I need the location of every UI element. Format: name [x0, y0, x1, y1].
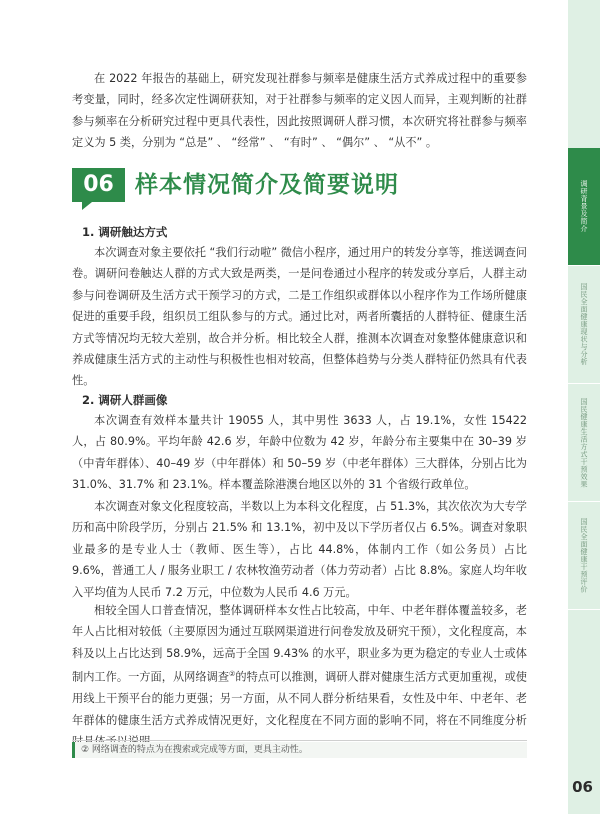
side-tab-label: 国民全面健康干预评价: [580, 518, 588, 593]
side-tab-intervention-effect[interactable]: [568, 384, 600, 502]
side-tab-evaluation[interactable]: [568, 502, 600, 610]
subsection-paragraph-reach: 本次调查对象主要依托 “我们行动啦” 微信小程序，通过用户的转发分享等，推送调查问卷。调研问卷触达人群的方式大致是两类，一是问卷通过小程序的转发或分享后，人群主动参与问卷调研及生活方式干预学习的方式，二是工作组织或群体以小程序作为工作场所健康促进的重要手段，组织员工组队参与的方式。通过比对，两者所囊括的人群特征、健康生活方式等情况均无较大差别，故合并分析。相比较全人群，推测本次调查对象整体健康意识和养成健康生活方式的主动性与积极性也相对较高，但整体趋势与分类人群特征仍然具有代表性。: [72, 246, 527, 388]
profile-paragraph-2: 本次调查对象文化程度较高，半数以上为本科文化程度，占 51.3%，其次依次为大专学历和高中阶段学历，分别占 21.5% 和 13.1%，初中及以下学历者仅占 6.5%。调查对象职业最多的是专业人士（教师、医生等），占比 44.8%，体制内工作（如公务员）占比 9.6%，普通工人 / 服务业职工 / 农林牧渔劳动者（体力劳动者）占比 8.8%。家庭人均年收入平均值为人民币 7.2 万元，中位数为人民币 4.6 万元。: [72, 500, 527, 599]
side-tab-background[interactable]: [568, 148, 600, 266]
side-tab-health-status[interactable]: [568, 266, 600, 384]
footnote-divider: [72, 740, 527, 741]
subsection-heading-reach: 1. 调研触达方式: [82, 225, 168, 239]
side-tab-label: 国民全面健康现状与分析: [580, 283, 588, 366]
chapter-side-rail: [568, 0, 600, 814]
profile-paragraph-1: 本次调查有效样本量共计 19055 人，其中男性 3633 人，占 19.1%，女性 15422 人，占 80.9%。平均年龄 42.6 岁，年龄中位数为 42 岁，年龄分布主要集中在 30–39 岁（中青年群体）、40–49 岁（中年群体）和 50–59 岁（中老年群体）三大群体，分别占比为 31.0%、31.7% 和 23.1%。样本覆盖除港澳台地区以外的 31 个省级行政单位。: [72, 414, 527, 492]
section-title: 样本情况简介及简要说明: [135, 172, 399, 198]
subsection-heading-profile: 2. 调研人群画像: [82, 393, 168, 407]
section-number-badge: 06: [72, 168, 125, 202]
paragraph-3-part-1: 相较全国人口普查情况，整体调研样本女性占比较高，中年、中老年群体覆盖较多，老年人占比相对较低（主要原因为通过互联网渠道进行问卷发放及研究干预），文化程度高，本科及以上占比达到 58.9%，远高于全国 9.43% 的水平，职业多为更为稳定的专业人士或体制内工作。一方面，从网络调查: [72, 604, 527, 684]
page-number: 06: [572, 778, 593, 796]
intro-paragraph: 在 2022 年报告的基础上，研究发现社群参与频率是健康生活方式养成过程中的重要参考变量，同时，经多次定性调研获知，对于社群参与频率的定义因人而异，主观判断的社群参与频率在分析研究过程中更具代表性，因此按照调研人群习惯，本次研究将社群参与频率定义为 5 类，分别为 “总是” 、 “经常” 、 “有时” 、 “偶尔” 、 “从不” 。: [72, 72, 527, 150]
side-tab-label: 国民健康生活方式干预效果: [580, 397, 588, 488]
profile-paragraph-3: [72, 600, 527, 753]
footnote-marker: ②: [229, 670, 236, 679]
side-tab-label: 调研背景及简介: [580, 180, 588, 233]
paragraph-3-part-2: 的特点可以推测，调研人群对健康生活方式更加重视，或使用线上干预平台的能力更强；另一方面，从不同人群分析结果看，女性及中年、中老年、老年群体的健康生活方式养成情况更好，文化程度在不同方面的影响不同，将在不同维度分析: [72, 670, 527, 727]
footnote: ② 网络调查的特点为在搜索或完成等方面，更具主动性。: [72, 742, 527, 758]
section-header: [72, 168, 532, 212]
